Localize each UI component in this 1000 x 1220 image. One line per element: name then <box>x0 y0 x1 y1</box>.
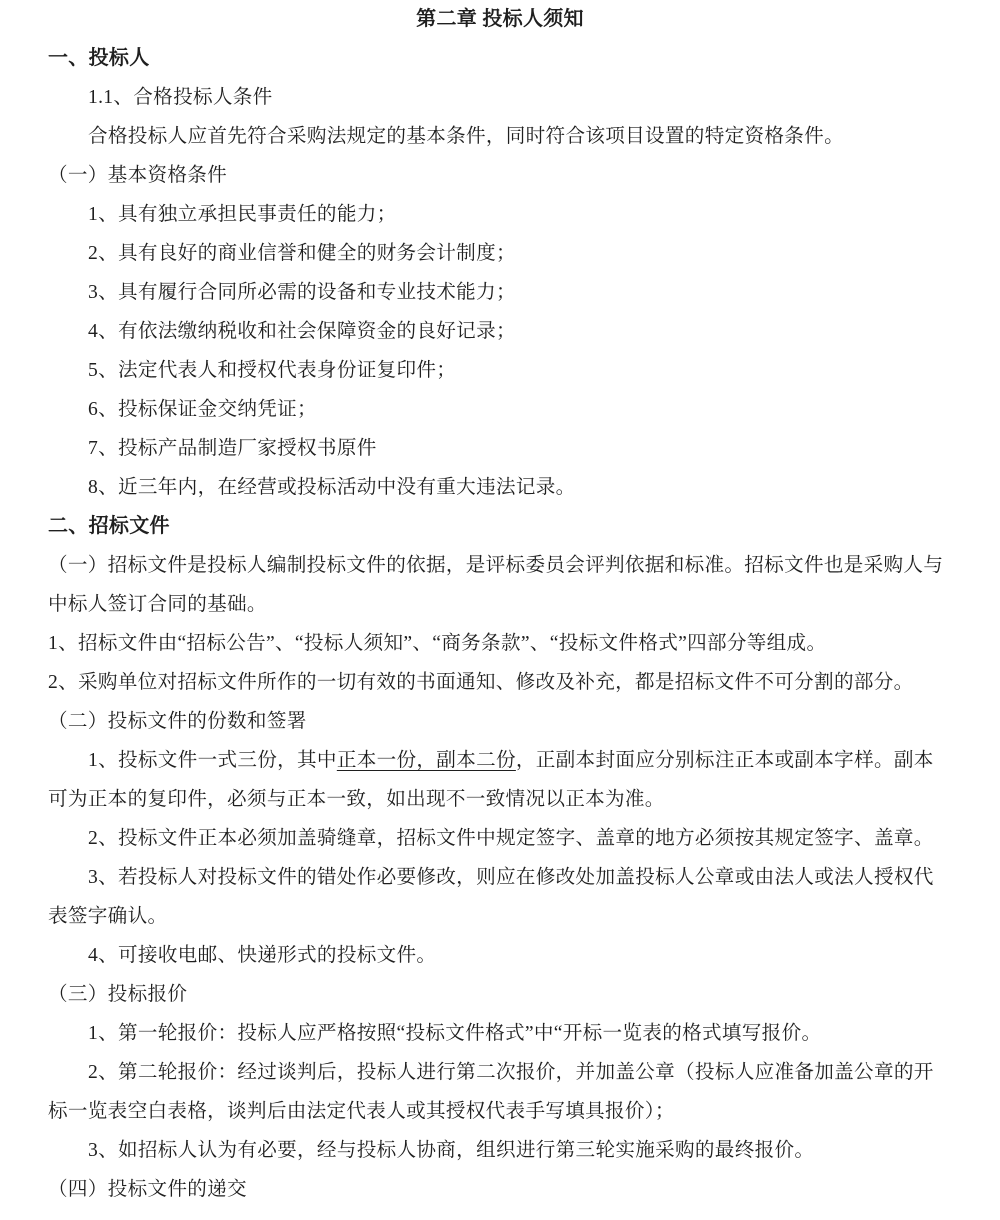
text-run: 2、采购单位对招标文件所作的一切有效的书面通知、修改及补充，都是招标文件不可分割的部分。 <box>48 672 914 693</box>
text-line <box>48 1092 952 1131</box>
text-line <box>48 156 952 195</box>
text-line <box>48 702 952 741</box>
text-run: 2、具有良好的商业信誉和健全的财务会计制度； <box>88 243 516 264</box>
text-line <box>48 468 952 507</box>
text-run: 表签字确认。 <box>48 906 168 927</box>
text-line <box>48 819 952 858</box>
text-line <box>48 312 952 351</box>
text-run: 7、投标产品制造厂家授权书原件 <box>88 438 377 459</box>
text-line <box>48 936 952 975</box>
text-run: 一、投标人 <box>48 47 150 69</box>
section-heading <box>48 39 952 78</box>
section-heading <box>48 507 952 546</box>
text-run: 3、若投标人对投标文件的错处作必要修改，则应在修改处加盖投标人公章或由法人或法人授权代 <box>88 867 934 888</box>
text-run: （三）投标报价 <box>48 984 188 1005</box>
text-run: 中标人签订合同的基础。 <box>48 594 267 615</box>
text-line <box>48 273 952 312</box>
text-run: 1、招标文件由“招标公告”、“投标人须知”、“商务条款”、“投标文件格式”四部分等组成。 <box>48 633 827 654</box>
text-line <box>48 780 952 819</box>
text-run: （四）投标文件的递交 <box>48 1179 247 1200</box>
text-line <box>48 975 952 1014</box>
text-line <box>48 117 952 156</box>
text-line <box>48 195 952 234</box>
text-line <box>48 78 952 117</box>
text-run: 1、第一轮报价：投标人应严格按照“投标文件格式”中“开标一览表的格式填写报价。 <box>88 1023 822 1044</box>
text-run: 1、具有独立承担民事责任的能力； <box>88 204 397 225</box>
text-run: 合格投标人应首先符合采购法规定的基本条件，同时符合该项目设置的特定资格条件。 <box>88 126 844 147</box>
text-line <box>48 429 952 468</box>
text-run: 4、可接收电邮、快递形式的投标文件。 <box>88 945 437 966</box>
page-title <box>48 0 952 39</box>
text-run: （一）基本资格条件 <box>48 165 228 186</box>
text-run: 1.1、合格投标人条件 <box>88 87 273 108</box>
text-run: 3、如招标人认为有必要，经与投标人协商，组织进行第三轮实施采购的最终报价。 <box>88 1140 815 1161</box>
text-line <box>48 234 952 273</box>
text-run: 6、投标保证金交纳凭证； <box>88 399 317 420</box>
text-line <box>48 1170 952 1209</box>
text-line <box>48 1131 952 1170</box>
text-line <box>48 1014 952 1053</box>
text-run: 二、招标文件 <box>48 515 170 537</box>
underlined-text: 正本一份，副本二份 <box>336 750 516 771</box>
text-run: （二）投标文件的份数和签署 <box>48 711 307 732</box>
text-run: （一）招标文件是投标人编制投标文件的依据，是评标委员会评判依据和标准。招标文件也是采购人与 <box>48 555 944 576</box>
text-line <box>48 351 952 390</box>
text-line <box>48 546 952 585</box>
text-run: 1、投标文件一式三份，其中 <box>88 750 337 771</box>
text-run: 标一览表空白表格，谈判后由法定代表人或其授权代表手写填具报价）； <box>48 1101 675 1122</box>
text-line <box>48 897 952 936</box>
text-run: 5、法定代表人和授权代表身份证复印件； <box>88 360 457 381</box>
text-run: 3、具有履行合同所必需的设备和专业技术能力； <box>88 282 516 303</box>
text-run: 2、第二轮报价：经过谈判后，投标人进行第二次报价，并加盖公章（投标人应准备加盖公章的开 <box>88 1062 934 1083</box>
text-run: 8、近三年内，在经营或投标活动中没有重大违法记录。 <box>88 477 576 498</box>
text-run: ，正副本封面应分别标注正本或副本字样。副本 <box>515 750 934 771</box>
text-run: 2、投标文件正本必须加盖骑缝章，招标文件中规定签字、盖章的地方必须按其规定签字、盖章。 <box>88 828 934 849</box>
text-line <box>48 858 952 897</box>
text-line <box>48 741 952 780</box>
text-line <box>48 663 952 702</box>
document-body <box>48 0 952 1209</box>
text-run: 第二章 投标人须知 <box>416 8 584 30</box>
text-line <box>48 585 952 624</box>
text-line <box>48 624 952 663</box>
text-line <box>48 1053 952 1092</box>
text-run: 可为正本的复印件，必须与正本一致，如出现不一致情况以正本为准。 <box>48 789 665 810</box>
text-line <box>48 390 952 429</box>
text-run: 4、有依法缴纳税收和社会保障资金的良好记录； <box>88 321 516 342</box>
